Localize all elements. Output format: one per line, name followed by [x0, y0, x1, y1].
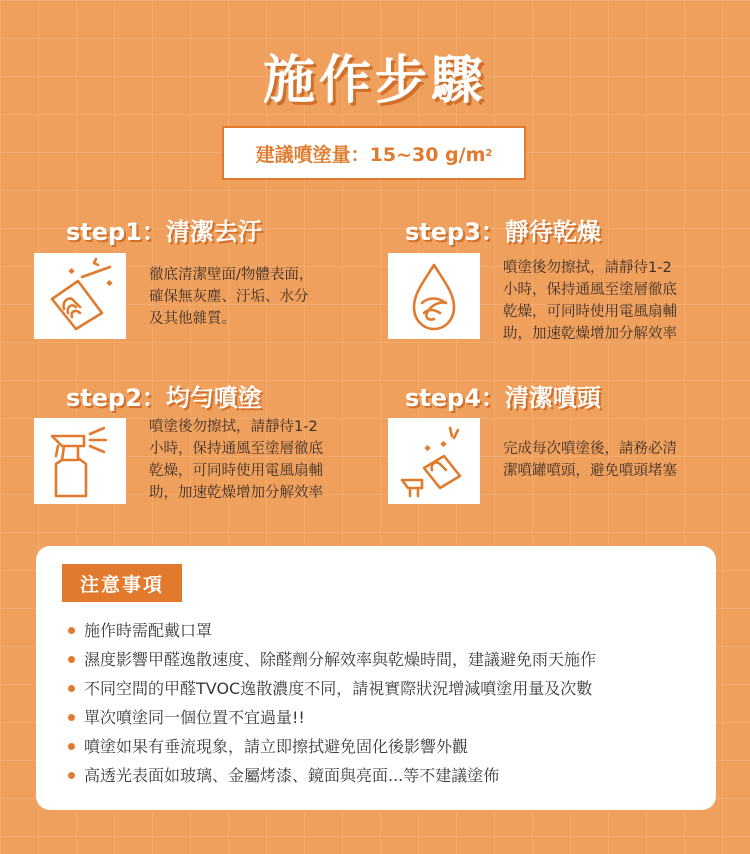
- recommended-rate-label: 建議噴塗量：15~30 g/m: [255, 143, 486, 166]
- step2-description: 噴塗後勿擦拭，請靜待1-2 小時，保持通風至塗層徹底 乾燥，可同時使用電風扇輔 助，加速乾燥增加分解效率: [149, 419, 323, 501]
- step4-description: 完成每次噴塗後，請務必清 潔噴罐噴頭，避免噴頭堵塞: [503, 441, 677, 479]
- notice-title: 注意事項: [62, 564, 182, 602]
- drying-drop-icon: [388, 253, 480, 339]
- page-title: 施作步驟: [262, 51, 487, 111]
- recommended-rate-unit-exponent: 2: [485, 147, 493, 159]
- step4-title: step4：清潔噴頭: [405, 384, 601, 412]
- list-item: 高透光表面如玻璃、金屬烤漆、鏡面與亮面...等不建議塗佈: [68, 761, 596, 790]
- step3-description: 噴塗後勿擦拭，請靜待1-2 小時，保持通風至塗層徹底 乾燥，可同時使用電風扇輔 助，加速乾燥增加分解效率: [503, 260, 677, 342]
- list-item: 噴塗如果有垂流現象，請立即擦拭避免固化後影響外觀: [68, 732, 596, 761]
- step3-title: step3：靜待乾燥: [405, 218, 601, 246]
- step2-title: step2：均勻噴塗: [66, 384, 262, 412]
- recommended-rate: [222, 126, 526, 180]
- notice-list: [68, 616, 596, 790]
- cleaning-cloth-icon: [34, 253, 126, 339]
- list-item: 施作時需配戴口罩: [68, 616, 596, 645]
- step1-title: step1：清潔去汙: [66, 218, 262, 246]
- nozzle-cleaning-icon: [388, 418, 480, 504]
- list-item: 濕度影響甲醛逸散速度、除醛劑分解效率與乾燥時間，建議避免雨天施作: [68, 645, 596, 674]
- spray-bottle-icon: [34, 418, 126, 504]
- notice-panel: [36, 546, 716, 810]
- list-item: 單次噴塗同一個位置不宜過量!!: [68, 703, 596, 732]
- list-item: 不同空間的甲醛TVOC逸散濃度不同，請視實際狀況增減噴塗用量及次數: [68, 674, 596, 703]
- step1-description: 徹底清潔壁面/物體表面， 確保無灰塵、汙垢、水分 及其他雜質。: [149, 267, 314, 327]
